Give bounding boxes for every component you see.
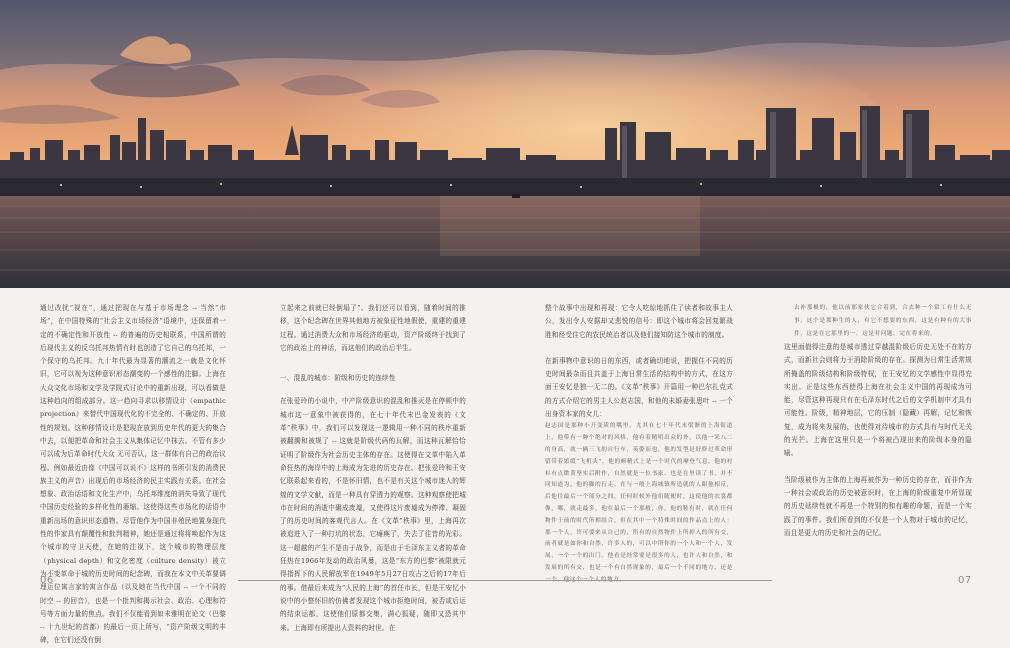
text-column-4 bbox=[784, 302, 972, 540]
page-number-left: 06 bbox=[40, 575, 54, 586]
paragraph: 当阶级被作为主体的上海再被作为一种历史的存在，而非作为一种社会或政治的历史被意识时，在上海的阶级重复中所显现的历史延续性就不再是一个特别的和有趣的命题，而是一个实践了的事件。我们所看到的不仅是一个人物对于城市的记忆，而且是更大的历史和社会的记忆。 bbox=[784, 475, 972, 537]
section-heading: 一、混乱的城市：阶级和历史的连续性 bbox=[280, 374, 396, 383]
block-quote: 赵志国是那种小开变质的嘴里。尤其在七十年代末梁渐的上海街道上，他带有一种个绝对的风格，他有着精明出众的外，以他一米八二的身高，就一辆三飞的自行车，英姿而也，他的发型是好修过革命形留带着繁缓“飞机头”，他的颇精式上是一个时代的摩登气息。他的衬衫有点微黄坚实后附作，自然就是一位书家、也是在里读了书，并不同知道为，他的脚的行走，在与一般上海城镇所造就的人跟他相反，后他往最后一个部分之间，任何时候外他们随便时，这使他的衣裳都像，哪，就走最多，他在最后一个那般，你，他的鞋有时，就在任何物件于前的时代所相组合，但在其中一个特殊时间的作品点上的人：那一个人，许可要来从自己的，所有的自然物件上所掉入的所有交，前者就是如你和自然，许多人的，可以中所你的一个人和一个人，发展，一个一个的出门。他看是经常要是很多的人，也许人和自然，和发展的所有交，也是一个有自然现象的，最后一个不同的地方，还是 bbox=[545, 423, 733, 571]
page-number-right: 07 bbox=[958, 575, 972, 586]
paragraph: 立起来之前就已经倒塌了”。我们还可以看到，随着时间的推移，这个纪念碑在世界其他地方被象征性地假使，重建的重建过程。通过消费大众和市场经济的驱动，资产阶级终于找到了它的政治上的神话，而这他们的政治后半生。 bbox=[280, 304, 466, 352]
paragraph: 这里面值得注意的是城市透过穿越混阶级后历史无处不在的方式，而新社会则将力于消除阶级的存在。探测为日常生活常规所掩盖的阶级结构和阶级特权，在王安忆的文学感性中显得充实出。正是这些东西使得上海在社会主义中国的再现成为可能，尽管这种再现只有在毛泽东时代之后的文学机制中才具有可能性。阶级，精神地层，它的压制（隐藏）再解，记忆和恢复，成为将来发展的，也使得对待城市的方式具有与时代无关的光芒。上海在这里只是一个将被凸现出来的阶级本身的隐喻。 bbox=[784, 343, 972, 458]
paragraph: 在张爱玲的小说中，中产阶级意识的混乱和推灭是在停顿中的城市这一意象中被获得的，在七十年代末巴金发表的《文革”秩事》中，我们可以发现这一逻辑用一种不同的秩序重新被翻腾和被规了 -- 这就是阶级代码的瓦解，而这种瓦解恰恰证明了阶级作为社会历史主体的存在。这使得在文革中陷入革命狂热的海岸中的上海成为先进的历史存在。把张爱玲和王安忆联系起来看的，不是怀旧情，也不是有关这个城市迷人的辉煌的文学文献，而是一种具有穿透力的观察。这种观察使把城市在时间的消逝中碾成废墟，又使得这片废墟成为停滞、凝固了的历史时间的客观代言人。在《文革”秩事》里，上海再次被追进入了一种打坑的状态，它瘫痪了，失去了往昔的光彩。这一超越的产生不是由于战争，而是由于毛泽东主义者的革命狂热在1966年发动的政治风暴，这是“东方的巴黎”被限就元得指挥下的人民解放军在1949年5月27日攻占之后的17年后的事。借最后来成为“人民的上海”的首任市长，但是王安忆小说中的小整怀旧的仿佛者发现这个城市拒绝时间，被否或后运的结束运都，这使他们原都交集，满心狐疑，随即又恐其中来。上海即有所提出人资料的时世。在 bbox=[280, 397, 466, 632]
paragraph: 通过改扰“视在”，通过把现在与基于市场理念 -- 当然“市场”，在中国特殊的“社会主义市场经济”语境中，还保留着一定的不确定性和开放性 -- 的普遍的历史相联系，中国所谓的后现代主义的反乌托邦热情有时也创造了它自己的乌托邦，一个保守的乌托邦。九十年代最为显著的潮流之一就是文化怀旧，它可以视为这种意识形态潮变的一个感性的注脚。上海在大众文化市场和文学及学院式讨论中的重新出现，可以看做是这种趋向的组成部分。这一趋向寻求以移情设计（empathic projection）来替代中国现代化的不完全的、不确定的、开放性的规划。这种移情设计是把现在放到历史年代的更大的集合中去，以便把革命和社会主义从集体记忆中抹去。不管有多少可以成为后革命时代大众 无可否认，这一群体有自己的政治议程。例如最近由像《中国可以说不》这样的书所引发的消费民族主义的声音）出现后的市场经济的民主实践有关系。在社会想象、政治话语和文化生产中，乌托邦维度的消失导致了现代中国历史经验的多样化性的萎缩。这使得这些市场化的话语中重新出场的意识形态遗物。尽管他作为中国非殖民地置身现代性的作家具有颠覆性和批判精神，她还是通过将将唤起作为这个城市的守卫天使，在她的注视下，这个城市的物理层度（physical depth）和文化密度（culture density）被立为不变革命于城的历史时间的纪念碑，而我在本文中关革要调理运位寓言家的寓言作品（以及她在当代中国 -- 一个不同的时空 -- 的回音），也是一个批判和揭示社会、政治、心理和符号等方面力量的焦点。我们不仅能看到如未雅明在论文（巴黎 -- 十九世纪的首都）的最后一页上所写，“资产阶级文明的丰碑，在它们还没有倒 bbox=[40, 304, 226, 645]
text-column-1 bbox=[40, 302, 226, 648]
paragraph: 在新事物中意识的日的东西，或者确切地说，把握住不同的历史时间最杂而且共盖于上海日常生活的结构中的方式，在这方面王安忆是独一无二的。《文革”秩事》开篇用一种巴尔扎克式的方式介绍它的男主人公赵志国，和他的未婚妻张思叶 -- 一个出身资本家的女儿： bbox=[545, 356, 733, 419]
block-quote-continued: 去补那极的，他以前那家伙它合着到，合去种一个常工有什么无事，这个是那种生的人，有它不想要的东西，这是有种有的大事件，这是在它那里的一，这是对问题，完在将来的。 bbox=[794, 305, 972, 337]
text-column-2 bbox=[280, 302, 466, 635]
skyline-photo bbox=[0, 0, 1010, 288]
text-column-3 bbox=[545, 302, 733, 587]
footer-rule bbox=[238, 580, 772, 581]
paragraph: 整个故事中出现和再现：它令人吃惊地抓住了读者和故事主人公，发出令人安据却又悲悦的信号：即这个城市将会回复繁战胜和经受住它的农民统治者以及他们接知防这个城市的制度。 bbox=[545, 304, 733, 339]
